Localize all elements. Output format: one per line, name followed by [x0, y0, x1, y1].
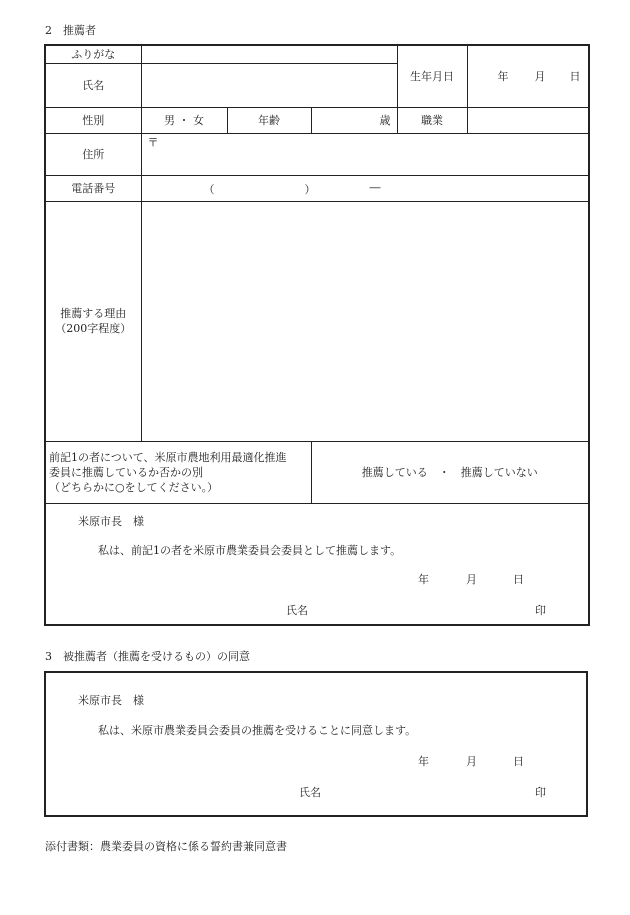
name-field[interactable]: [141, 63, 397, 107]
occupation-field[interactable]: [467, 107, 589, 133]
name-label: 氏名: [45, 63, 141, 107]
consent-date-day: 日: [513, 755, 524, 768]
seal-mark: 印: [535, 603, 546, 617]
reason-label-line1: 推薦する理由: [60, 307, 127, 320]
age-label: 年齢: [227, 107, 311, 133]
address-field[interactable]: [141, 133, 589, 175]
age-unit: 歳: [379, 114, 391, 127]
sign-name-label: 氏名: [286, 603, 308, 617]
gender-label: 性別: [45, 107, 141, 133]
age-field[interactable]: [311, 107, 397, 133]
postal-mark: 〒: [147, 135, 159, 149]
attachment-note: 添付書類：農業委員の資格に係る誓約書兼同意書: [45, 840, 287, 853]
reason-field[interactable]: [141, 201, 589, 441]
consent-seal-mark: 印: [535, 786, 546, 799]
date-day: 日: [513, 572, 524, 586]
question-line2: 委員に推薦しているか否かの別: [49, 465, 203, 479]
phone-label: 電話番号: [45, 175, 141, 201]
statement: 私は、前記1の者を米原市農業委員会委員として推薦します。: [98, 543, 402, 557]
birthdate-year: 年: [497, 70, 509, 84]
question-line3: （どちらかに○をしてください。）: [49, 480, 219, 494]
furigana-field[interactable]: [141, 45, 397, 63]
question-cell: [45, 441, 311, 503]
birthdate-month: 月: [534, 70, 546, 84]
declaration-cell: [45, 503, 589, 625]
recommender-table: [44, 44, 590, 626]
birthdate-field[interactable]: [467, 45, 589, 107]
recommend-answer[interactable]: 推薦している ・ 推薦していない: [311, 441, 589, 503]
consent-date-month: 月: [466, 755, 477, 768]
phone-field[interactable]: [141, 175, 589, 201]
furigana-label: ふりがな: [45, 45, 141, 63]
consent-statement: 私は、米原市農業委員会委員の推薦を受けることに同意します。: [98, 724, 417, 737]
consent-sign-name-label: 氏名: [299, 786, 321, 799]
birthdate-label: 生年月日: [397, 45, 467, 107]
phone-open-paren: （: [203, 183, 215, 196]
question-line1: 前記1の者について、米原市農地利用最適化推進: [49, 450, 287, 464]
phone-dash: ―: [369, 181, 381, 194]
date-year: 年: [418, 572, 429, 586]
addressee: 米原市長 様: [78, 514, 144, 528]
section3-title: 3 被推薦者（推薦を受けるもの）の同意: [45, 650, 250, 663]
gender-options[interactable]: 男 ・ 女: [141, 107, 227, 133]
section2-title: 2 推薦者: [45, 24, 96, 37]
reason-label-line2: （200字程度）: [55, 322, 132, 335]
address-label: 住所: [45, 133, 141, 175]
consent-date-year: 年: [418, 755, 429, 768]
reason-label: [45, 201, 141, 441]
date-month: 月: [466, 572, 477, 586]
birthdate-day: 日: [569, 70, 581, 84]
consent-addressee: 米原市長 様: [78, 694, 144, 707]
phone-close-paren: ）: [304, 183, 316, 196]
consent-box: [44, 671, 588, 817]
occupation-label: 職業: [397, 107, 467, 133]
